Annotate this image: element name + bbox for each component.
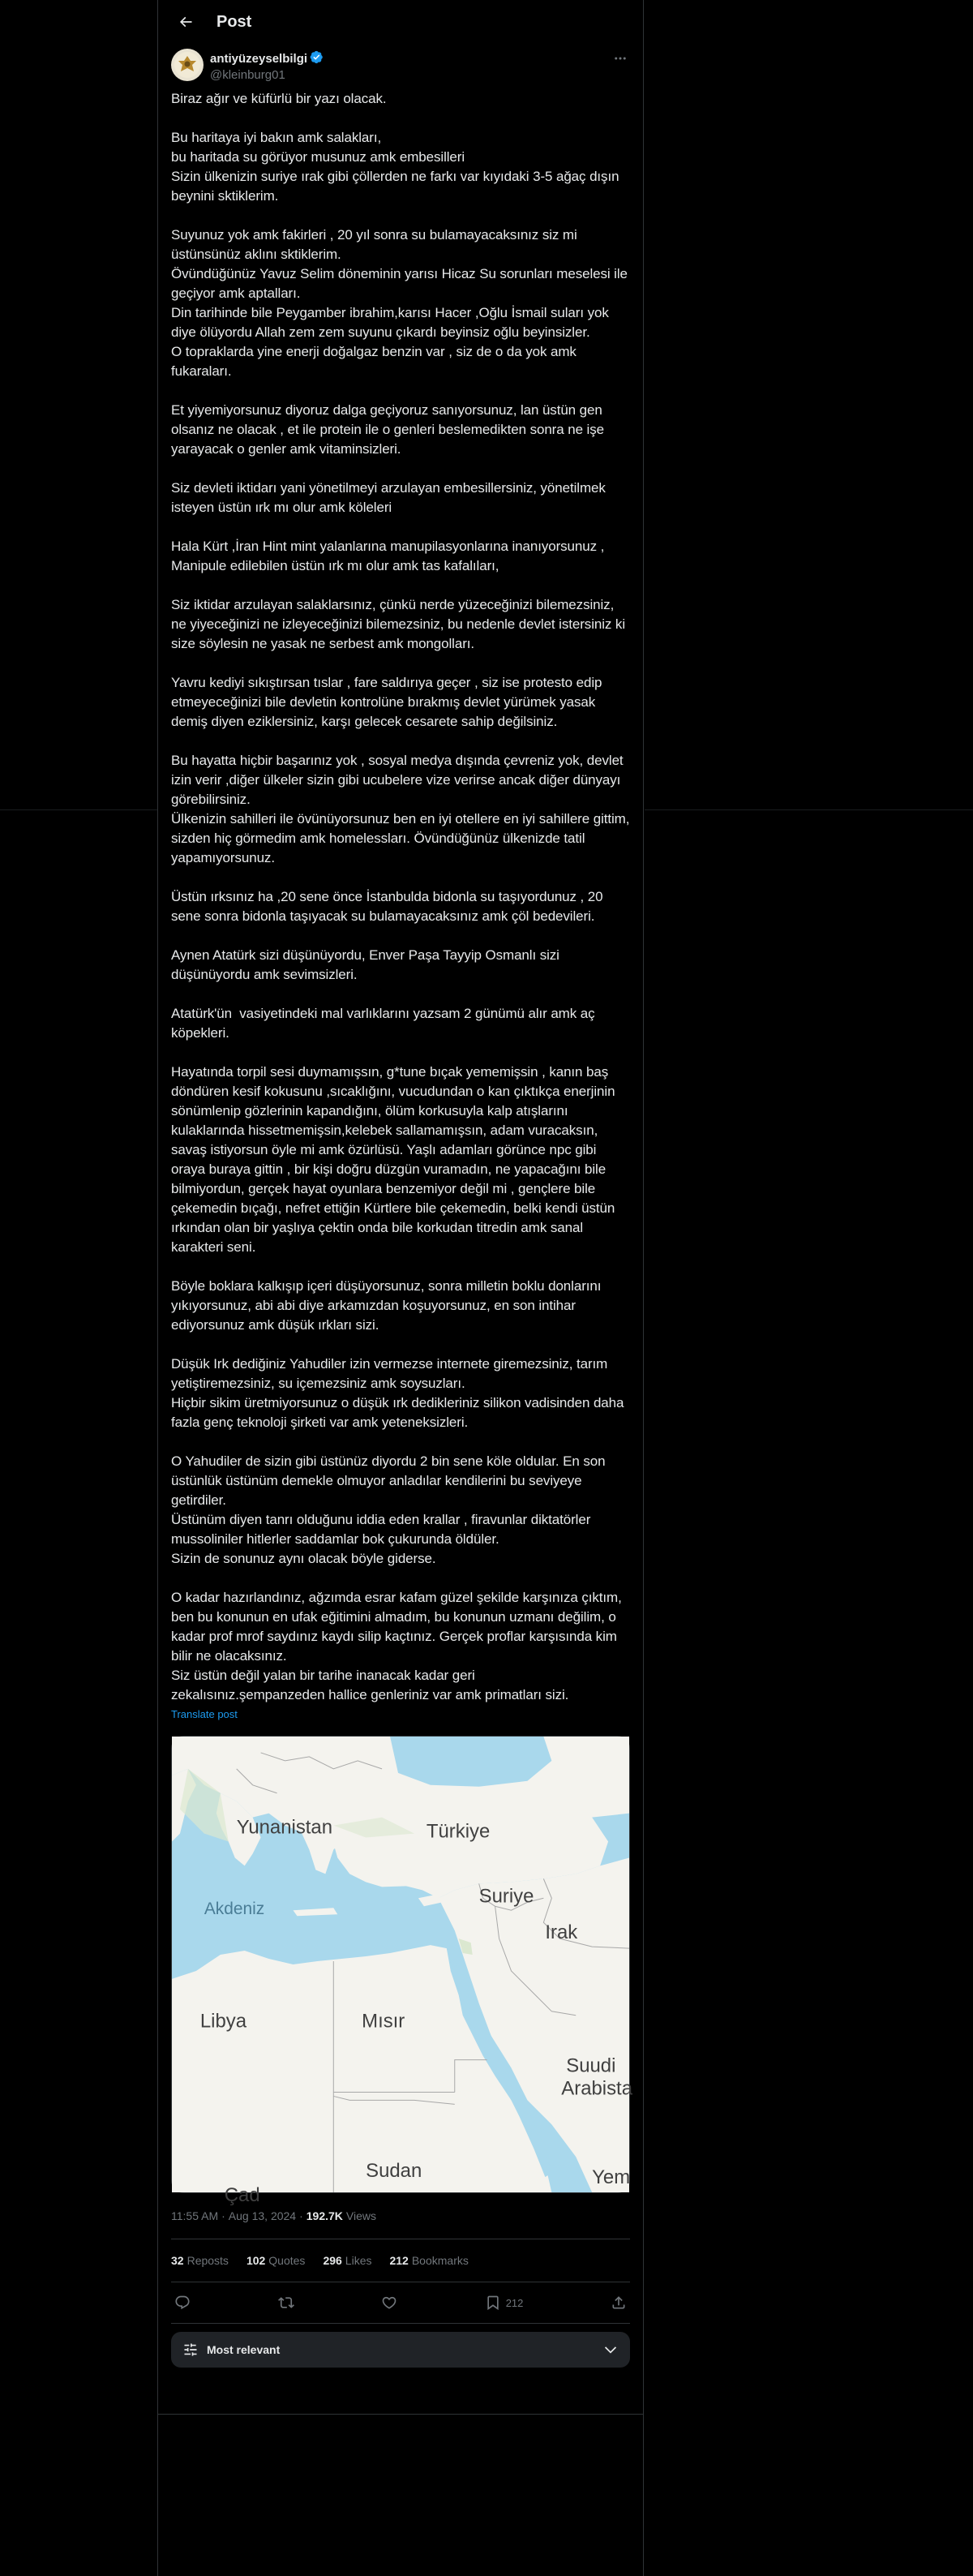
reply-button[interactable]	[174, 2295, 191, 2311]
map-label-iraq: Irak	[545, 1921, 578, 1944]
share-button[interactable]	[611, 2295, 627, 2311]
map-label-syria: Suriye	[478, 1885, 534, 1908]
heart-icon	[381, 2295, 397, 2311]
repost-button[interactable]	[278, 2295, 294, 2311]
map-label-libya: Libya	[199, 2010, 247, 2033]
map-graphic	[172, 1737, 633, 2206]
sort-label: Most relevant	[207, 2343, 281, 2356]
avatar[interactable]	[171, 49, 204, 81]
views-count: 192.7K	[306, 2209, 343, 2222]
post-image-map[interactable]	[171, 1736, 633, 2206]
views-label: Views	[345, 2209, 377, 2222]
map-label-turkey: Türkiye	[426, 1820, 491, 1843]
author-handle[interactable]: @kleinburg01	[210, 68, 285, 82]
map-label-egypt: Mısır	[362, 2010, 405, 2033]
sliders-icon	[182, 2342, 199, 2358]
map-label-saudi: Suudi	[566, 2054, 616, 2077]
back-button[interactable]	[171, 7, 200, 36]
post-time[interactable]: 11:55 AM	[171, 2209, 219, 2222]
arrow-left-icon	[178, 14, 194, 30]
crest-icon	[174, 51, 201, 79]
post	[158, 44, 643, 2368]
page-title: Post	[216, 12, 252, 31]
map-label-sea: Akdeniz	[204, 1900, 265, 1919]
meta-separator: ·	[299, 2209, 303, 2222]
post-date[interactable]: Aug 13, 2024	[228, 2209, 297, 2222]
bookmark-icon	[485, 2295, 501, 2311]
share-icon	[611, 2295, 627, 2311]
bookmark-button[interactable]	[485, 2295, 524, 2311]
page-header	[158, 0, 643, 44]
chevron-down-icon	[602, 2342, 619, 2358]
repost-icon	[278, 2295, 294, 2311]
post-text: Biraz ağır ve küfürlü bir yazı olacak. Bu haritaya iyi bakın amk salakları, bu haritada su görüyor musunuz amk embesilleri Sizin ülkenizin suriye ırak gibi çöllerden ne farkı var kıyıdaki 3-5 ağaç dışın beynini sktiklerim. Suyunuz yok amk fakirleri , 20 yıl sonra su bulamayacaksınız siz mi üstünsünüz aklını sktiklerim. Övündüğünüz Yavuz Selim döneminin yarısı Hicaz Su sorunları meselesi ile geçiyor amk aptalları. Din tarihinde bile Peygamber ibrahim,karısı Hacer ,Oğlu İsmail suları yok diye ölüyordu Allah zem zem suyunu çıkardı beyinsiz oğlu beyinsizler. O topraklarda yine enerji doğalgaz benzin var , siz de o da yok amk fukaraları. Et yiyemiyorsunuz diyoruz dalga geçiyoruz sanıyorsunuz, lan üstün gen olsanız ne olacak , et ile protein ile o genleri beslemedikten sonra ne işe yarayacak o genler amk vitaminsizleri. Siz devleti iktidarı yani yönetilmeyi arzulayan embesillersiniz, yönetilmek isteyen üstün ırk mı olur amk köleleri Hala Kürt ,İran Hint mint yalanlarına manupilasyonlarına inanıyorsunuz , Manipule edilebilen üstün ırk mı olur amk tas kafalıları, Siz iktidar arzulayan salaklarsınız, çünkü nerde yüzeceğinizi bilemezsiniz, ne yiyeceğinizi ne izleyeceğinizi bilemezsiniz, bu nedenle devlet istersiniz ki size söylesin ne yasak ne serbest amk mongolları. Yavru kediyi sıkıştırsan tıslar , fare saldırıya geçer , siz ise protesto edip etmeyeceğinizi bile devletin kontrolüne bırakmış devlet yürümek yasak demiş diyen eziklersiniz, karşı gelecek cesarete sahip değilsiniz. Bu hayatta hiçbir başarınız yok , sosyal medya dışında çevreniz yok, devlet izin verir ,diğer ülkeler sizin gibi ucubelere vize verirse ancak diğer dünyayı görebilirsiniz. Ülkenizin sahilleri ile övünüyorsunuz ben en iyi otellere en iyi sahillere gittim, sizden hiç görmedim amk homelessları. Övündüğünüz ülkenizde tatil yapamıyorsunuz. Üstün ırksınız ha ,20 sene önce İstanbulda bidonla su taşıyordunuz , 20 sene sonra bidonla taşıyacak su bulamayacaksınız amk çöl bedevileri. Aynen Atatürk sizi düşünüyordu, Enver Paşa Tayyip Osmanlı sizi düşünüyordu amk sevimsizleri. Atatürk'ün vasiyetindeki mal varlıklarını yazsam 2 günümü alır amk aç köpekleri. Hayatında torpil sesi duymamışsın, g*tune bıçak yememişsin , kanın baş döndüren kesif kokusunu ,sıcaklığını, vucudundan o kan çıktıkça enerjinin sönümlenip gözlerinin kapandığını, ölüm korkusuyla kalp atışlarını kulaklarında hissetmemişsin,kelebek sallamamışsın, adam vuracaksın, savaş istiyorsun öyle mi amk özürlüsü. Yaşlı adamları görünce npc gibi oraya buraya gittin , bir kişi doğru düzgün vuramadın, ne yapacağını bile bilmiyordun, gerçek hayat oyunlara benzemiyor değil mi , gençlere bile çekemedin bıçağı, nefret ettiğin Kürtlere bile çekemedin, belki kendi üstün ırkından olan bir yaşlıya çektin onda bile korkudan titredin amk sanal karakteri seni. Böyle boklara kalkışıp içeri düşüyorsunuz, sonra milletin boklu donlarını yıkıyorsunuz, abi abi diye arkamızdan koşuyorsunuz, en son intihar ediyorsunuz amk düşük ırkları sizi. Düşük Irk dediğiniz Yahudiler izin vermezse internete giremezsiniz, tarım yetiştiremezsiniz, su içemezsiniz amk soysuzları. Hiçbir sikim üretmiyorsunuz o düşük ırk dedikleriniz silikon vadisinden daha fazla genç teknoloji şirketi var amk yeteneksizleri. O Yahudiler de sizin gibi üstünüz diyordu 2 bin sene köle oldular. En son üstünlük üstünüm demekle olmuyor anladılar kendilerini bu seviyeye getirdiler. Üstünüm diyen tanrı olduğunu iddia eden krallar , firavunlar diktatörler mussoliniler hitlerler saddamlar bok çukurunda öldüler. Sizin de sonunuz aynı olacak böyle giderse. O kadar hazırlandınız, ağzımda esrar kafam güzel şekilde karşınıza çıktım, ben bu konunun en ufak eğitimini almadım, bu konunun uzmanı değilim, o kadar prof mrof saydınız kaydı silip kaçtınız. Gerçek proflar karşısında kim bilir ne olacaksınız. Siz üstün değil yalan bir tarihe inanacak kadar geri zekalısınız.şempanzeden hallice genleriniz var amk primatları sizi.	[171, 91, 630, 1702]
map-label-yemen: Yem	[592, 2166, 631, 2189]
map-label-saudi-2: Arabista	[561, 2077, 633, 2100]
like-button[interactable]	[381, 2295, 397, 2311]
author-display-name[interactable]: antiyüzeyselbilgi	[210, 52, 308, 66]
divider	[171, 2323, 630, 2324]
post-meta	[171, 2208, 630, 2224]
post-author	[171, 49, 630, 89]
bookmark-count: 212	[505, 2296, 524, 2309]
reposts-stat[interactable]: 32 Reposts	[171, 2254, 229, 2267]
divider	[158, 2414, 643, 2415]
action-bar	[171, 2282, 630, 2323]
engagement-stats	[171, 2239, 630, 2282]
map-label-chad: Çad	[224, 2183, 260, 2206]
more-options-button[interactable]	[611, 50, 630, 67]
quotes-stat[interactable]: 102 Quotes	[246, 2254, 306, 2267]
more-horizontal-icon	[613, 51, 628, 66]
reply-icon	[174, 2295, 191, 2311]
likes-stat[interactable]: 296 Likes	[323, 2254, 372, 2267]
map-label-sudan: Sudan	[366, 2160, 422, 2183]
map-label-greece: Yunanistan	[236, 1816, 333, 1839]
main-column	[157, 0, 644, 2576]
verified-badge-icon	[310, 50, 324, 67]
reply-sort-dropdown[interactable]	[171, 2332, 630, 2368]
translate-post-link[interactable]: Translate post	[171, 1708, 238, 1720]
meta-separator: ·	[221, 2209, 225, 2222]
author-name[interactable]	[210, 50, 324, 67]
bookmarks-stat[interactable]: 212 Bookmarks	[389, 2254, 469, 2267]
